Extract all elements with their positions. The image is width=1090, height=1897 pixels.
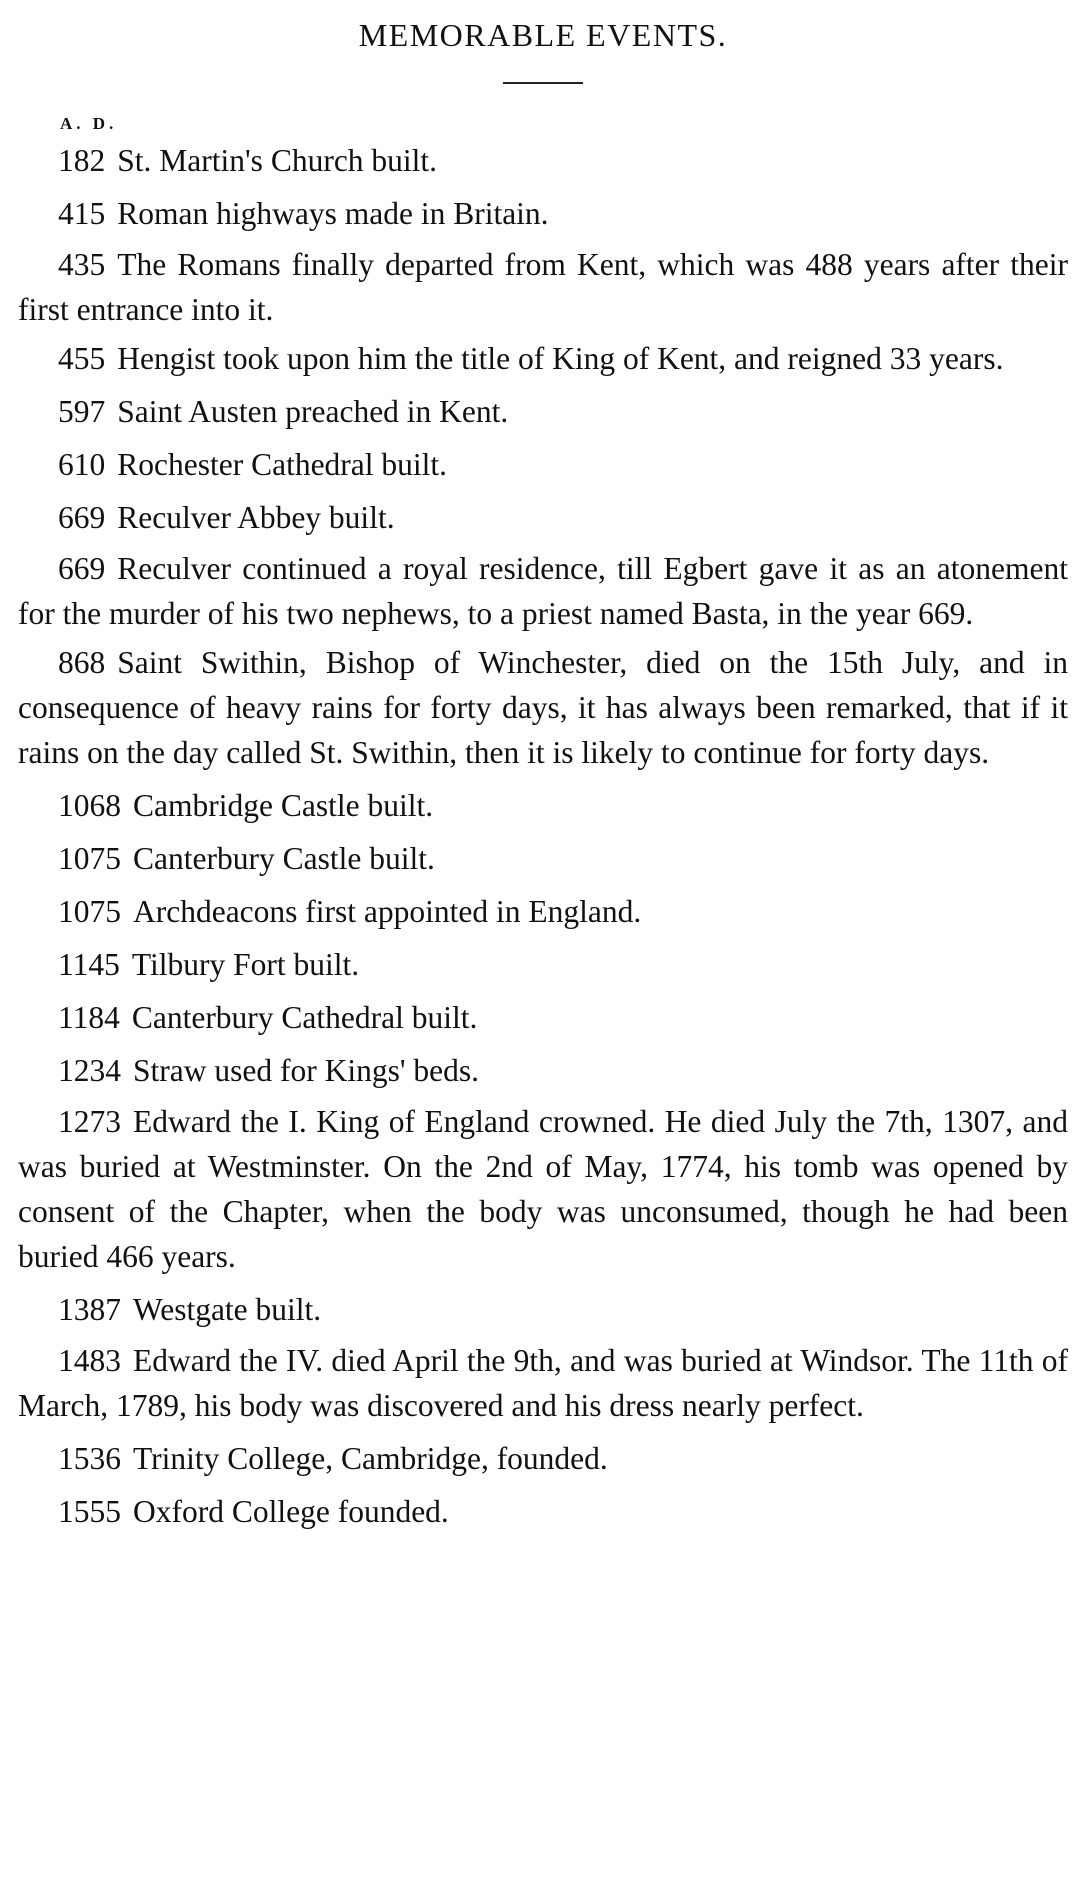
event-year: 1184 xyxy=(58,1000,120,1035)
event-year: 868 xyxy=(58,645,106,680)
event-text: Cambridge Castle built. xyxy=(133,788,434,823)
event-text: Rochester Cathedral built. xyxy=(117,447,448,482)
event-text: Roman highways made in Britain. xyxy=(117,196,549,231)
event-text: Trinity College, Cambridge, founded. xyxy=(133,1441,608,1476)
event-text: Saint Swithin, Bishop of Winchester, died on the 15th July, and in consequence of heavy rains for forty days, it has always been remarked, that if it rains on the day called St. Swithin, then it is likely to continue for forty days. xyxy=(18,645,1068,770)
event-year: 597 xyxy=(58,394,106,429)
event-text: Saint Austen preached in Kent. xyxy=(117,394,509,429)
event-entry xyxy=(18,885,1068,938)
event-text: Tilbury Fort built. xyxy=(131,947,360,982)
event-entry xyxy=(18,491,1068,544)
event-text: St. Martin's Church built. xyxy=(117,143,438,178)
event-entry xyxy=(18,336,1068,381)
event-entry xyxy=(18,1485,1068,1538)
event-year: 669 xyxy=(58,500,106,535)
event-text: Oxford College founded. xyxy=(133,1494,449,1529)
document-page xyxy=(18,0,1068,1897)
event-year: 435 xyxy=(58,247,106,282)
event-year: 1273 xyxy=(58,1104,121,1139)
event-text: Reculver Abbey built. xyxy=(117,500,395,535)
event-year: 610 xyxy=(58,447,106,482)
event-text: Canterbury Castle built. xyxy=(133,841,435,876)
event-entry xyxy=(18,1044,1068,1097)
event-text: The Romans finally departed from Kent, which was 488 years after their first entrance into it. xyxy=(18,247,1068,327)
event-text: Archdeacons first appointed in England. xyxy=(133,894,642,929)
event-entry xyxy=(18,779,1068,832)
event-entry xyxy=(18,640,1068,775)
event-entry xyxy=(18,134,1068,187)
event-entry xyxy=(18,832,1068,885)
event-year: 1483 xyxy=(58,1343,121,1378)
event-year: 1145 xyxy=(58,947,120,982)
event-text: Straw used for Kings' beds. xyxy=(133,1053,480,1088)
event-text: Canterbury Cathedral built. xyxy=(131,1000,478,1035)
event-year: 1555 xyxy=(58,1494,121,1529)
event-entry xyxy=(18,1099,1068,1279)
event-entry xyxy=(18,187,1068,240)
event-entry xyxy=(18,385,1068,438)
page-title: MEMORABLE EVENTS. xyxy=(358,17,728,53)
event-text: Reculver continued a royal residence, till Egbert gave it as an atonement for the murder of his two nephews, to a priest named Basta, in the year 669. xyxy=(18,551,1068,631)
event-entry xyxy=(18,546,1068,636)
event-year: 1387 xyxy=(58,1292,121,1327)
title-divider xyxy=(503,82,583,84)
era-label: A. D. xyxy=(60,114,118,133)
event-text: Edward the IV. died April the 9th, and was buried at Windsor. The 11th of March, 1789, his body was discovered and his dress nearly perfect. xyxy=(18,1343,1068,1423)
event-year: 415 xyxy=(58,196,106,231)
event-entry xyxy=(18,1432,1068,1485)
event-text: Edward the I. King of England crowned. He died July the 7th, 1307, and was buried at Westminster. On the 2nd of May, 1774, his tomb was opened by consent of the Chapter, when the body was unconsumed, though he had been buried 466 years. xyxy=(18,1104,1068,1274)
event-year: 1075 xyxy=(58,841,121,876)
event-entry xyxy=(18,991,1068,1044)
event-text: Westgate built. xyxy=(133,1292,322,1327)
event-year: 182 xyxy=(58,143,106,178)
event-text: Hengist took upon him the title of King of Kent, and reigned 33 years. xyxy=(117,341,1004,376)
event-year: 1068 xyxy=(58,788,121,823)
event-year: 1234 xyxy=(58,1053,121,1088)
event-entry xyxy=(18,1283,1068,1336)
event-year: 1536 xyxy=(58,1441,121,1476)
event-year: 455 xyxy=(58,341,106,376)
event-entry xyxy=(18,938,1068,991)
event-year: 669 xyxy=(58,551,106,586)
event-entry xyxy=(18,242,1068,332)
event-entry xyxy=(18,438,1068,491)
event-entry xyxy=(18,1338,1068,1428)
event-year: 1075 xyxy=(58,894,121,929)
